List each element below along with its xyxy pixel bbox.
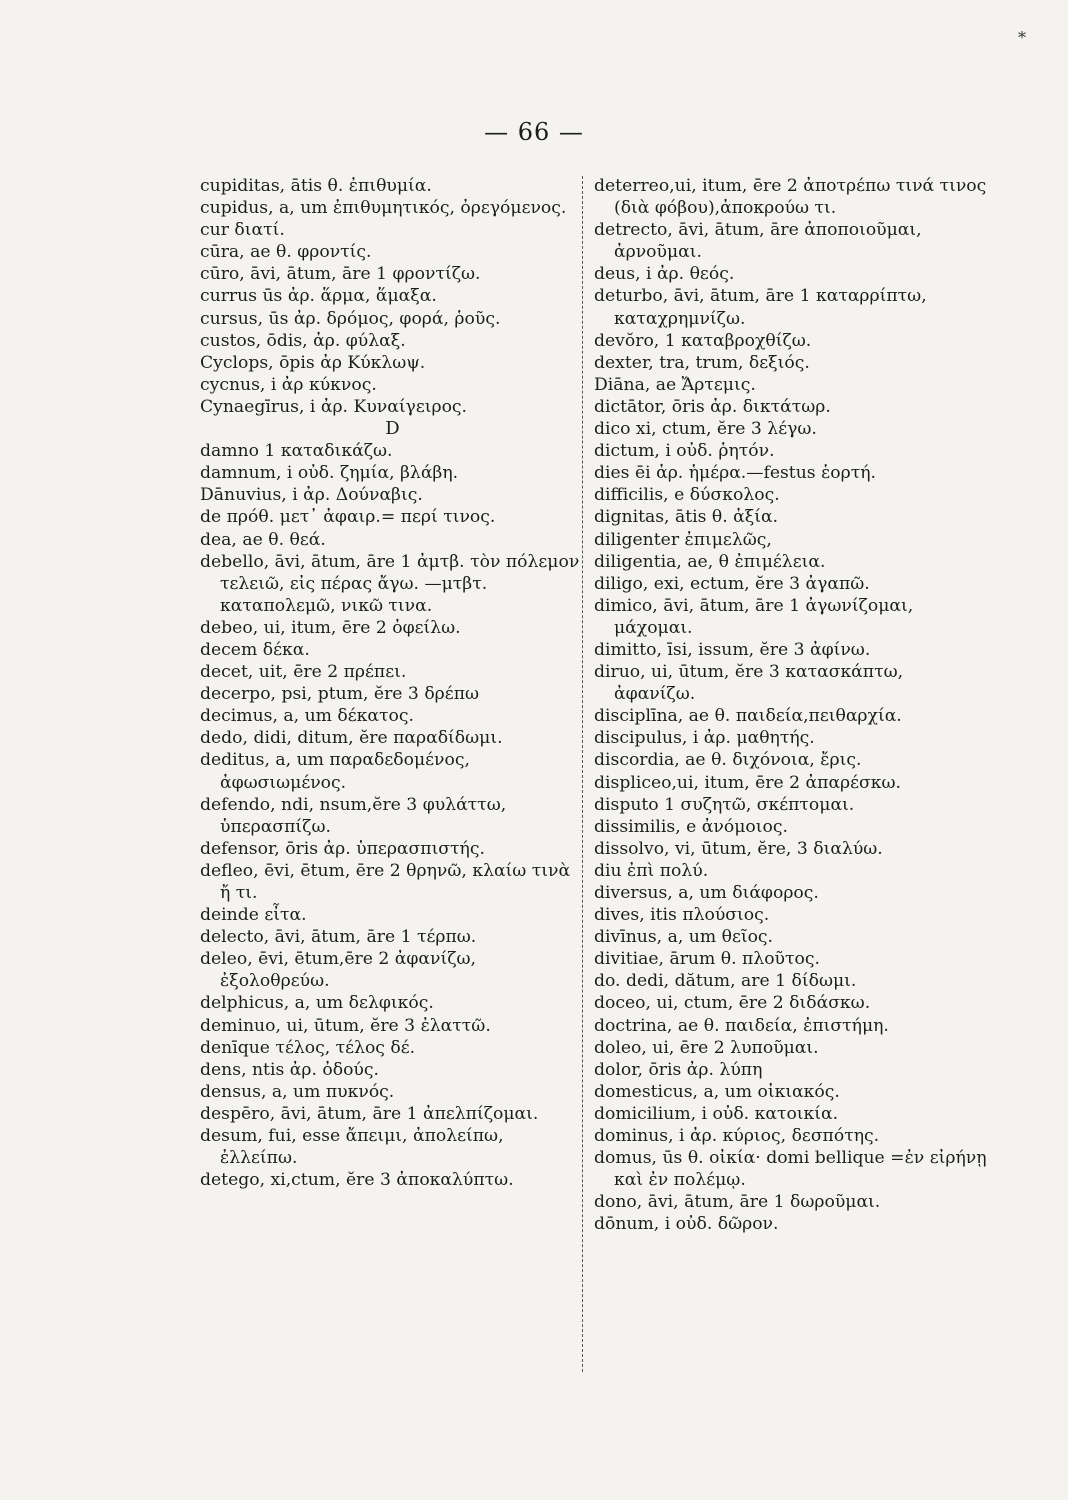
dictionary-entry: detego, xi,ctum, ĕre 3 ἀποκαλύπτω. [200, 1170, 514, 1191]
dictionary-entry: dissolvo, vi, ūtum, ĕre, 3 διαλύω. [594, 838, 883, 859]
dictionary-entry: dedo, didi, ditum, ĕre παραδίδωμι. [200, 728, 503, 749]
dictionary-entry: deleo, ēvi, ētum,ēre 2 ἀφανίζω, ἐξολοθρεύω. [200, 949, 482, 992]
dictionary-entry: dono, āvi, ātum, āre 1 δωροῦμαι. [594, 1192, 881, 1213]
dictionary-entry: domus, ūs θ. οἰκία· domi bellique =ἐν εἰρήνῃ καὶ ἐν πολέμῳ. [594, 1148, 992, 1191]
dictionary-entry: cupiditas, ātis θ. ἐπιθυμία. [200, 176, 432, 196]
dictionary-entry: de πρόθ. μετ᾽ ἀφαιρ.= περί τινος. [200, 507, 496, 528]
dictionary-entry: domesticus, a, um οἰκιακός. [594, 1081, 840, 1102]
dictionary-entry: dominus, i ἀρ. κύριος, δεσπότης. [594, 1126, 880, 1147]
dictionary-entry: do. dedi, dătum, are 1 δίδωμι. [594, 971, 857, 992]
dictionary-entry: deminuo, ui, ūtum, ĕre 3 ἐλαττῶ. [200, 1015, 491, 1036]
dictionary-entry: debeo, ui, itum, ēre 2 ὀφείλω. [200, 617, 461, 638]
dictionary-entry: cūra, ae θ. φροντίς. [200, 242, 372, 263]
dictionary-entry: decerpo, psi, ptum, ĕre 3 δρέπω [200, 684, 480, 705]
dictionary-entry: Dānuvius, i ἀρ. Δούναβις. [200, 485, 423, 506]
dictionary-entry: doceo, ui, ctum, ēre 2 διδάσκω. [594, 993, 871, 1014]
dictionary-entry: dives, itis πλούσιος. [594, 905, 770, 926]
corner-mark: * [1018, 28, 1026, 47]
dictionary-entry: discordia, ae θ. διχόνοια, ἔρις. [594, 750, 862, 771]
dictionary-entry: deturbo, āvi, ātum, āre 1 καταρρίπτω, καταχρημνίζω. [594, 286, 933, 329]
dictionary-entry: defleo, ēvi, ētum, ēre 2 θρηνῶ, κλαίω τινὰ ἤ τι. [200, 860, 576, 903]
dictionary-entry: doleo, ui, ēre 2 λυποῦμαι. [594, 1037, 819, 1058]
dictionary-entry: decimus, a, um δέκατος. [200, 706, 414, 727]
dictionary-entry: diligentia, ae, θ ἐπιμέλεια. [594, 551, 826, 572]
dictionary-entry: delphicus, a, um δελφικός. [200, 993, 434, 1014]
page-number: — 66 — [484, 118, 584, 146]
dictionary-entry: cupidus, a, um ἐπιθυμητικός, ὀρεγόμενος. [200, 198, 567, 219]
dictionary-entry: desum, fui, esse ἄπειμι, ἀπολείπω, ἐλλείπω. [200, 1126, 510, 1169]
dictionary-entry: debello, āvi, ātum, āre 1 ἀμτβ. τὸν πόλεμον τελειῶ, εἰς πέρας ἄγω. —μτβτ. καταπολεμῶ, νικῶ τινα. [200, 551, 585, 616]
dictionary-entry: displiceo,ui, itum, ēre 2 ἀπαρέσκω. [594, 772, 902, 793]
dictionary-entry: defendo, ndi, nsum,ĕre 3 φυλάττω, ὑπερασπίζω. [200, 794, 512, 837]
dictionary-entry: defensor, ōris ἀρ. ὑπερασπιστής. [200, 838, 485, 859]
right-column [594, 175, 992, 1236]
dictionary-entry: dexter, tra, trum, δεξιός. [594, 352, 810, 373]
dictionary-entry: dies ēi ἀρ. ἡμέρα.—festus ἑορτή. [594, 463, 877, 484]
section-letter-heading: D [385, 418, 400, 440]
dictionary-entry: domicilium, i οὐδ. κατοικία. [594, 1103, 839, 1124]
dictionary-entry: divīnus, a, um θεῖος. [594, 927, 774, 948]
dictionary-entry: denīque τέλος, τέλος δέ. [200, 1037, 416, 1058]
dictionary-entry: disputo 1 συζητῶ, σκέπτομαι. [594, 794, 855, 815]
dictionary-entry: deus, i ἀρ. θεός. [594, 264, 735, 285]
dictionary-entry: dignitas, ātis θ. ἀξία. [594, 507, 779, 528]
dictionary-entry: custos, ōdis, ἀρ. φύλαξ. [200, 330, 406, 351]
dictionary-entry: Cyclops, ōpis ἀρ Κύκλωψ. [200, 352, 426, 373]
dictionary-entry: currus ūs ἀρ. ἅρμα, ἅμαξα. [200, 286, 437, 307]
left-column [200, 175, 585, 1191]
dictionary-entry: damno 1 καταδικάζω. [200, 441, 393, 462]
dictionary-entry: dimitto, īsi, issum, ĕre 3 ἀφίνω. [594, 639, 871, 660]
dictionary-entry: decet, uit, ēre 2 πρέπει. [200, 662, 407, 683]
dictionary-entry: dea, ae θ. θεά. [200, 529, 326, 550]
column-divider [582, 176, 583, 1372]
dictionary-entry: dolor, ōris ἀρ. λύπη [594, 1059, 763, 1080]
dictionary-entry: densus, a, um πυκνός. [200, 1081, 395, 1102]
dictionary-entry: dictum, i οὐδ. ῥητόν. [594, 441, 775, 462]
dictionary-entry: cur διατί. [200, 220, 285, 241]
dictionary-entry: deditus, a, um παραδεδομένος, ἀφωσιωμένος. [200, 750, 476, 793]
dictionary-entry: discipulus, i ἀρ. μαθητής. [594, 728, 815, 749]
dictionary-entry: detrecto, āvi, ātum, āre ἀποποιοῦμαι, ἀρνοῦμαι. [594, 220, 928, 263]
dictionary-entry: dōnum, i οὐδ. δῶρον. [594, 1214, 779, 1235]
dictionary-entry: devŏro, 1 καταβροχθίζω. [594, 330, 812, 351]
dictionary-entry: divitiae, ārum θ. πλοῦτος. [594, 949, 820, 970]
dictionary-entry: decem δέκα. [200, 639, 310, 660]
dictionary-entry: cycnus, i ἀρ κύκνος. [200, 374, 377, 395]
dictionary-entry: despēro, āvi, ātum, āre 1 ἀπελπίζομαι. [200, 1103, 539, 1124]
dictionary-entry: Diāna, ae Ἄρτεμις. [594, 374, 756, 395]
dictionary-entry: dissimilis, e ἀνόμοιος. [594, 816, 788, 837]
dictionary-entry: deterreo,ui, itum, ēre 2 ἀποτρέπω τινά τινος (διὰ φόβου),ἀποκρούω τι. [594, 176, 992, 219]
dictionary-entry: disciplīna, ae θ. παιδεία,πειθαρχία. [594, 706, 902, 727]
dictionary-entry: dimico, āvi, ātum, āre 1 ἀγωνίζομαι, μάχομαι. [594, 595, 919, 638]
dictionary-entry: difficilis, e δύσκολος. [594, 485, 780, 506]
dictionary-entry: dictātor, ōris ἀρ. δικτάτωρ. [594, 396, 831, 417]
dictionary-entry: diu ἐπὶ πολύ. [594, 860, 709, 881]
dictionary-entry: cursus, ūs ἀρ. δρόμος, φορά, ῥοῦς. [200, 308, 501, 329]
dictionary-entry: diligenter ἐπιμελῶς, [594, 529, 772, 550]
dictionary-entry: doctrina, ae θ. παιδεία, ἐπιστήμη. [594, 1015, 889, 1036]
dictionary-entry: dico xi, ctum, ĕre 3 λέγω. [594, 419, 817, 440]
dictionary-entry: deinde εἶτα. [200, 905, 307, 926]
dictionary-entry: cūro, āvi, ātum, āre 1 φροντίζω. [200, 264, 481, 285]
dictionary-entry: damnum, i οὐδ. ζημία, βλάβη. [200, 463, 459, 484]
dictionary-entry: Cynaegīrus, i ἀρ. Κυναίγειρος. [200, 396, 468, 417]
dictionary-entry: delecto, āvi, ātum, āre 1 τέρπω. [200, 927, 477, 948]
dictionary-entry: diruo, ui, ūtum, ĕre 3 κατασκάπτω, ἀφανίζω. [594, 662, 909, 705]
dictionary-entry: diligo, exi, ectum, ĕre 3 ἀγαπῶ. [594, 573, 870, 594]
dictionary-entry: dens, ntis ἀρ. ὀδούς. [200, 1059, 379, 1080]
dictionary-entry: diversus, a, um διάφορος. [594, 883, 819, 903]
